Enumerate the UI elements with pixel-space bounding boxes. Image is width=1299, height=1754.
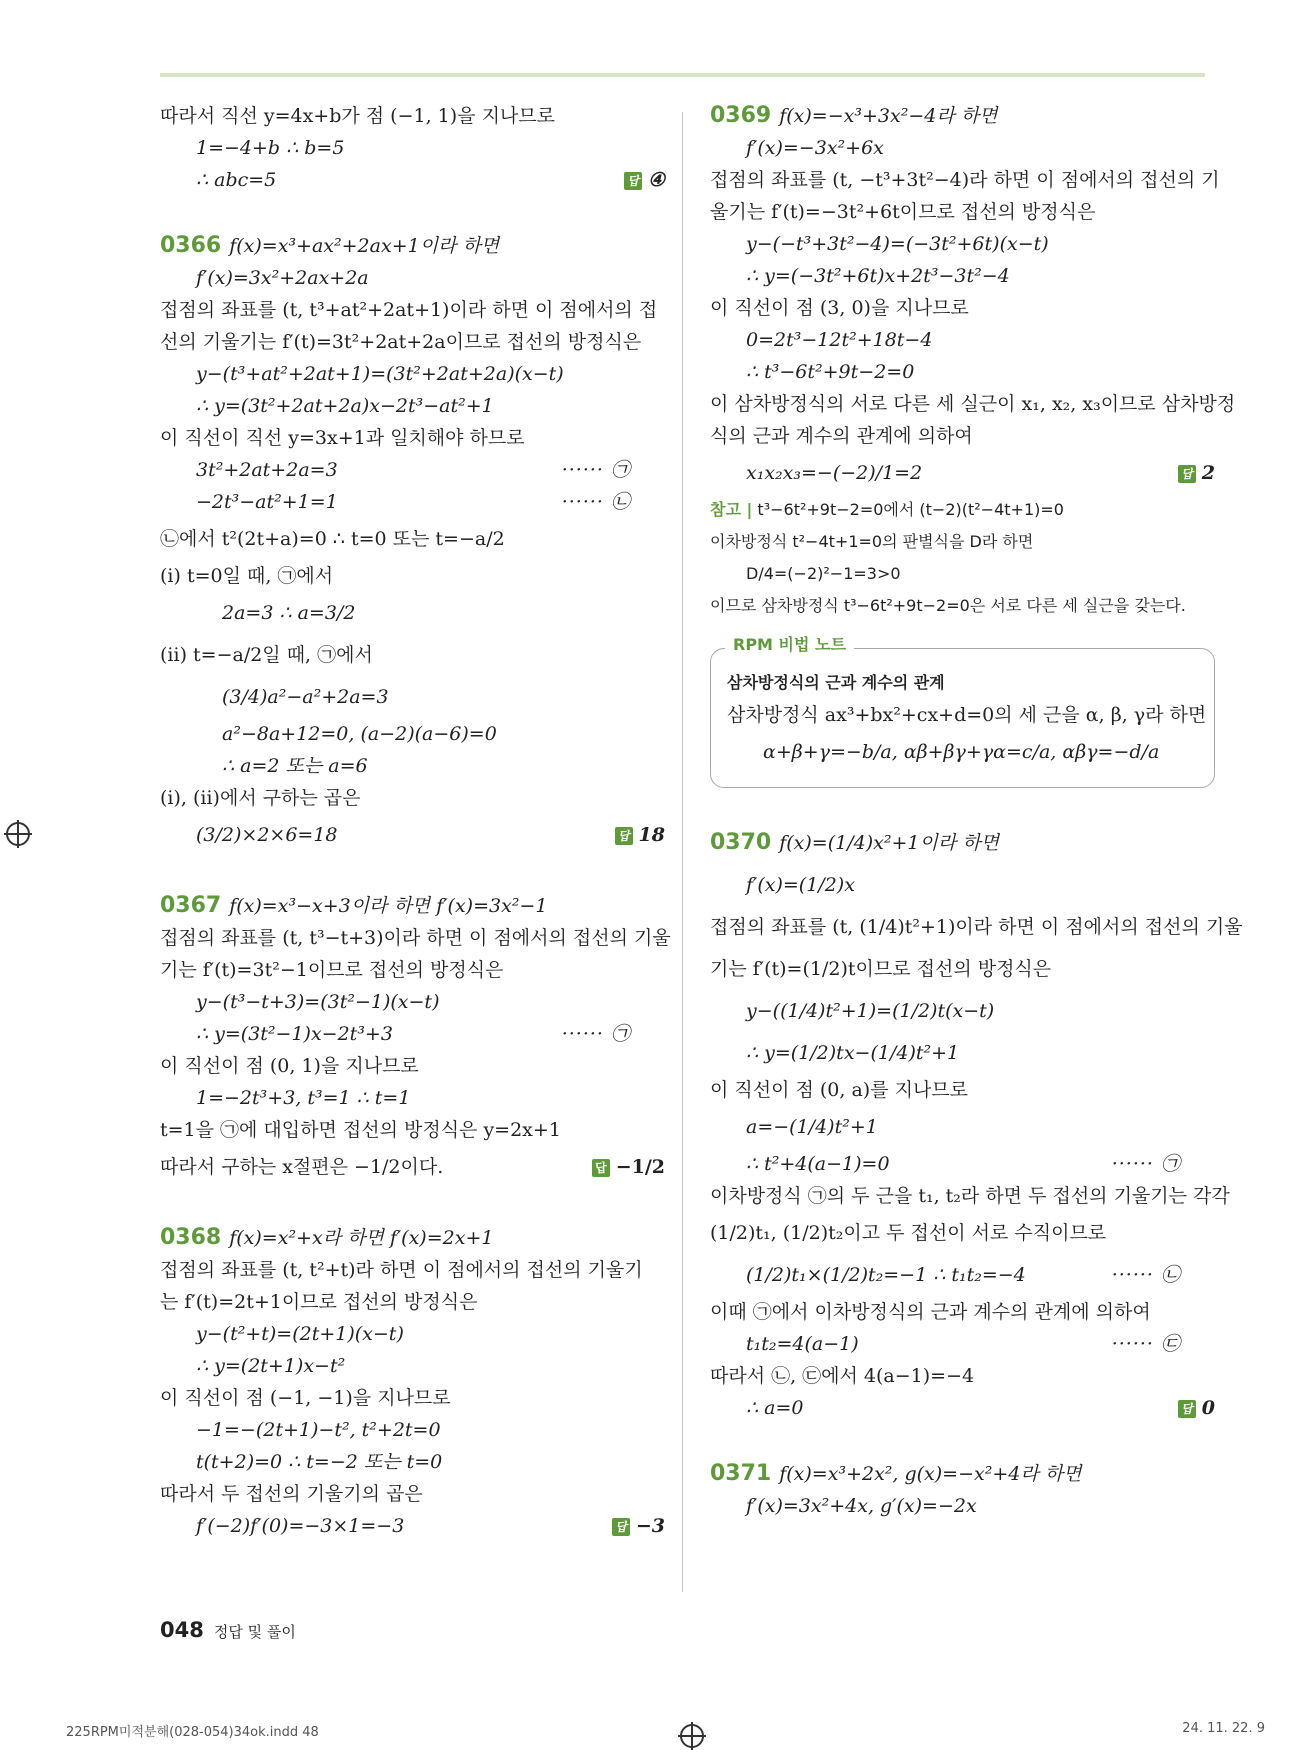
- math-line: [160, 1018, 665, 1050]
- equation-marker: ······ ㉢: [1111, 1333, 1181, 1355]
- text-line: (1/2)t₁, (1/2)t₂이고 두 접선이 서로 수직이므로: [710, 1222, 1107, 1244]
- section-title: 정답 및 풀이: [213, 1623, 296, 1641]
- math-line: f′(x)=(1/2)x: [746, 874, 855, 896]
- math-text: f(x)=x³+2x², g(x)=−x²+4라 하면: [779, 1463, 1082, 1485]
- problem-0369: [710, 100, 1236, 622]
- text-line: 는 f′(t)=2t+1이므로 접선의 방정식은: [160, 1291, 478, 1313]
- math-line: [160, 454, 665, 486]
- text-line: 접점의 좌표를 (t, (1/4)t²+1)이라 하면 이 점에서의 접선의 기울: [710, 916, 1243, 938]
- equation-marker: ······ ㉠: [1111, 1153, 1181, 1175]
- text-line: 이차방정식 ㉠의 두 근을 t₁, t₂라 하면 두 접선의 기울기는 각각: [710, 1185, 1230, 1207]
- answer-tag: 답: [592, 1159, 610, 1177]
- text-line: t=1을 ㉠에 대입하면 접선의 방정식은 y=2x+1: [160, 1119, 561, 1141]
- text-line: 이때 ㉠에서 이차방정식의 근과 계수의 관계에 의하여: [710, 1301, 1151, 1323]
- math-text: ∴ abc=5: [196, 169, 277, 191]
- math-text: f′(−2)f′(0)=−3×1=−3: [196, 1515, 405, 1537]
- math-text: t₁t₂=4(a−1): [746, 1333, 859, 1355]
- math-line: 2a=3 ∴ a=3/2: [222, 602, 356, 624]
- answer-tag: 답: [612, 1518, 630, 1536]
- problem-number: 0368: [160, 1225, 222, 1250]
- tip-title: 삼차방정식의 근과 계수의 관계: [727, 673, 945, 692]
- text-line: 이 직선이 점 (3, 0)을 지나므로: [710, 297, 969, 319]
- math-line: 1=−4+b ∴ b=5: [196, 137, 345, 159]
- text-line: 이 직선이 점 (−1, −1)을 지나므로: [160, 1387, 451, 1409]
- math-line: 0=2t³−12t²+18t−4: [746, 329, 933, 351]
- answer-tag: 답: [1178, 1400, 1196, 1418]
- math-line: a²−8a+12=0, (a−2)(a−6)=0: [222, 723, 497, 745]
- answer-0366: [615, 814, 665, 856]
- math-line: ∴ y=(3t²+2at+2a)x−2t³−at²+1: [196, 395, 494, 417]
- problem-number: 0367: [160, 893, 222, 918]
- answer-value: −3: [635, 1515, 665, 1537]
- math-text: x₁x₂x₃=−(−2)/1=2: [746, 462, 923, 484]
- text-line: 이 직선이 직선 y=3x+1과 일치해야 하므로: [160, 427, 525, 449]
- math-line: t(t+2)=0 ∴ t=−2 또는 t=0: [196, 1451, 443, 1473]
- answer-value: 2: [1201, 462, 1215, 484]
- page-footer: [160, 1618, 296, 1642]
- answer-0370: [1178, 1392, 1215, 1424]
- math-line: −1=−(2t+1)−t², t²+2t=0: [196, 1419, 441, 1441]
- reference-label: 참고 |: [710, 500, 753, 519]
- text-line: 접점의 좌표를 (t, t²+t)라 하면 이 점에서의 접선의 기울기: [160, 1259, 643, 1281]
- answer-value: ④: [647, 169, 665, 191]
- text-line: 이 직선이 점 (0, a)를 지나므로: [710, 1079, 969, 1101]
- answer-0369: [1178, 452, 1215, 494]
- page-number: 048: [160, 1618, 204, 1642]
- text-line: (ⅰ) t=0일 때, ㉠에서: [160, 565, 334, 587]
- column-divider: [682, 112, 683, 1592]
- math-line: (3/4)a²−a²+2a=3: [222, 686, 389, 708]
- math-line: [160, 1510, 665, 1542]
- text-line: (ⅰ), (ⅱ)에서 구하는 곱은: [160, 787, 361, 809]
- math-line: [710, 452, 1215, 494]
- math-line: [160, 486, 665, 518]
- problem-number: 0371: [710, 1461, 772, 1486]
- math-line: 1=−2t³+3, t³=1 ∴ t=1: [196, 1087, 411, 1109]
- math-line: [160, 164, 665, 196]
- math-text: (3/2)×2×6=18: [196, 824, 338, 846]
- math-text: f(x)=−x³+3x²−4라 하면: [779, 105, 998, 127]
- print-slug: 225RPM미적분해(028-054)34ok.indd 48: [66, 1725, 319, 1740]
- math-text: f(x)=x³+ax²+2ax+1이라 하면: [229, 235, 500, 257]
- answer-0368: [612, 1510, 665, 1542]
- problem-0368: [160, 1222, 665, 1542]
- rpm-tip-label: RPM 비법 노트: [725, 629, 854, 661]
- math-line: f′(x)=−3x²+6x: [746, 137, 884, 159]
- note-line: 이므로 삼차방정식 t³−6t²+9t−2=0은 서로 다른 세 실근을 갖는다.: [710, 596, 1186, 615]
- answer-value: 0: [1201, 1397, 1215, 1419]
- equation-marker: ······ ㉠: [561, 459, 631, 481]
- tip-line: 삼차방정식 ax³+bx²+cx+d=0의 세 근을 α, β, γ라 하면: [727, 704, 1207, 726]
- problem-number: 0370: [710, 830, 772, 855]
- answer-0367: [592, 1146, 665, 1188]
- math-text: ∴ t²+4(a−1)=0: [746, 1153, 890, 1175]
- math-text: f(x)=x³−x+3이라 하면 f′(x)=3x²−1: [229, 895, 548, 917]
- math-text: −2t³−at²+1=1: [196, 491, 338, 513]
- text-line: 따라서 ㉡, ㉢에서 4(a−1)=−4: [710, 1365, 975, 1387]
- math-line: ∴ a=2 또는 a=6: [222, 755, 368, 777]
- text-line: 기는 f′(t)=3t²−1이므로 접선의 방정식은: [160, 959, 504, 981]
- note-line: 이차방정식 t²−4t+1=0의 판별식을 D라 하면: [710, 532, 1034, 551]
- math-line: [710, 1148, 1215, 1180]
- math-line: f′(x)=3x²+2ax+2a: [196, 267, 369, 289]
- right-column: [710, 100, 1243, 1522]
- text-line: 기는 f′(t)=(1/2)t이므로 접선의 방정식은: [710, 958, 1052, 980]
- text-line: 따라서 직선 y=4x+b가 점 (−1, 1)을 지나므로: [160, 105, 555, 127]
- math-line: f′(x)=3x²+4x, g′(x)=−2x: [746, 1495, 977, 1517]
- math-line: ∴ y=(1/2)tx−(1/4)t²+1: [746, 1042, 960, 1064]
- text-line: 따라서 두 접선의 기울기의 곱은: [160, 1483, 423, 1505]
- problem-0371: [710, 1458, 1215, 1522]
- registration-mark-icon: [6, 822, 30, 846]
- text-line: 울기는 f′(t)=−3t²+6t이므로 접선의 방정식은: [710, 201, 1096, 223]
- equation-marker: ······ ㉠: [561, 1023, 631, 1045]
- text-line: 접점의 좌표를 (t, t³+at²+2at+1)이라 하면 이 점에서의 접: [160, 299, 658, 321]
- math-line: [710, 1328, 1215, 1360]
- math-text: 3t²+2at+2a=3: [196, 459, 338, 481]
- problem-0366: [160, 230, 665, 856]
- reference-note: [710, 494, 1215, 526]
- note-line: D/4=(−2)²−1=3>0: [746, 564, 901, 583]
- problem-number: 0369: [710, 103, 772, 128]
- math-line: y−(t³+at²+2at+1)=(3t²+2at+2a)(x−t): [196, 363, 564, 385]
- text-line: ㉡에서 t²(2t+a)=0 ∴ t=0 또는 t=−a/2: [160, 528, 505, 550]
- math-line: ∴ t³−6t²+9t−2=0: [746, 361, 915, 383]
- math-line: ∴ y=(2t+1)x−t²: [196, 1355, 346, 1377]
- rpm-tip-box: [710, 635, 1215, 788]
- math-text: f(x)=(1/4)x²+1이라 하면: [779, 832, 999, 854]
- answer-0365: [624, 164, 665, 196]
- math-text: ∴ a=0: [746, 1397, 804, 1419]
- math-text: f(x)=x²+x라 하면 f′(x)=2x+1: [229, 1227, 494, 1249]
- math-line: [710, 1254, 1215, 1296]
- problem-0370: [710, 822, 1243, 1424]
- math-line: [160, 814, 665, 856]
- answer-value: 18: [638, 824, 665, 846]
- note-text: t³−6t²+9t−2=0에서 (t−2)(t²−4t+1)=0: [757, 500, 1064, 519]
- text: 따라서 구하는 x절편은 −1/2이다.: [160, 1156, 444, 1178]
- answer-tag: 답: [615, 827, 633, 845]
- text-line: 접점의 좌표를 (t, −t³+3t²−4)라 하면 이 점에서의 접선의 기: [710, 169, 1220, 191]
- equation-marker: ······ ㉡: [1111, 1264, 1181, 1286]
- text-line: 식의 근과 계수의 관계에 의하여: [710, 425, 973, 447]
- math-text: ∴ y=(3t²−1)x−2t³+3: [196, 1023, 393, 1045]
- equation-marker: ······ ㉡: [561, 491, 631, 513]
- print-date: 24. 11. 22. 9: [1182, 1721, 1265, 1736]
- math-text: (1/2)t₁×(1/2)t₂=−1 ∴ t₁t₂=−4: [746, 1264, 1026, 1286]
- text-line: 접점의 좌표를 (t, t³−t+3)이라 하면 이 점에서의 접선의 기울: [160, 927, 671, 949]
- math-line: y−((1/4)t²+1)=(1/2)t(x−t): [746, 1000, 995, 1022]
- top-rule: [160, 73, 1205, 77]
- tip-formula: α+β+γ=−b/a, αβ+βγ+γα=c/a, αβγ=−d/a: [763, 741, 1160, 763]
- answer-value: −1/2: [615, 1156, 665, 1178]
- problem-0367: [160, 890, 671, 1188]
- math-line: [710, 1392, 1215, 1424]
- registration-mark-icon: [680, 1724, 704, 1748]
- text-line: [160, 1146, 665, 1188]
- math-line: ∴ y=(−3t²+6t)x+2t³−3t²−4: [746, 265, 1010, 287]
- text-line: 이 삼차방정식의 서로 다른 세 실근이 x₁, x₂, x₃이므로 삼차방정: [710, 393, 1236, 415]
- text-line: 선의 기울기는 f′(t)=3t²+2at+2a이므로 접선의 방정식은: [160, 331, 642, 353]
- math-line: a=−(1/4)t²+1: [746, 1116, 878, 1138]
- answer-tag: 답: [624, 172, 642, 190]
- text-line: (ⅱ) t=−a/2일 때, ㉠에서: [160, 644, 373, 666]
- left-column: [160, 100, 671, 1542]
- math-line: y−(t³−t+3)=(3t²−1)(x−t): [196, 991, 440, 1013]
- text-line: 이 직선이 점 (0, 1)을 지나므로: [160, 1055, 419, 1077]
- math-line: y−(t²+t)=(2t+1)(x−t): [196, 1323, 404, 1345]
- math-line: y−(−t³+3t²−4)=(−3t²+6t)(x−t): [746, 233, 1049, 255]
- problem-number: 0366: [160, 233, 222, 258]
- answer-tag: 답: [1178, 465, 1196, 483]
